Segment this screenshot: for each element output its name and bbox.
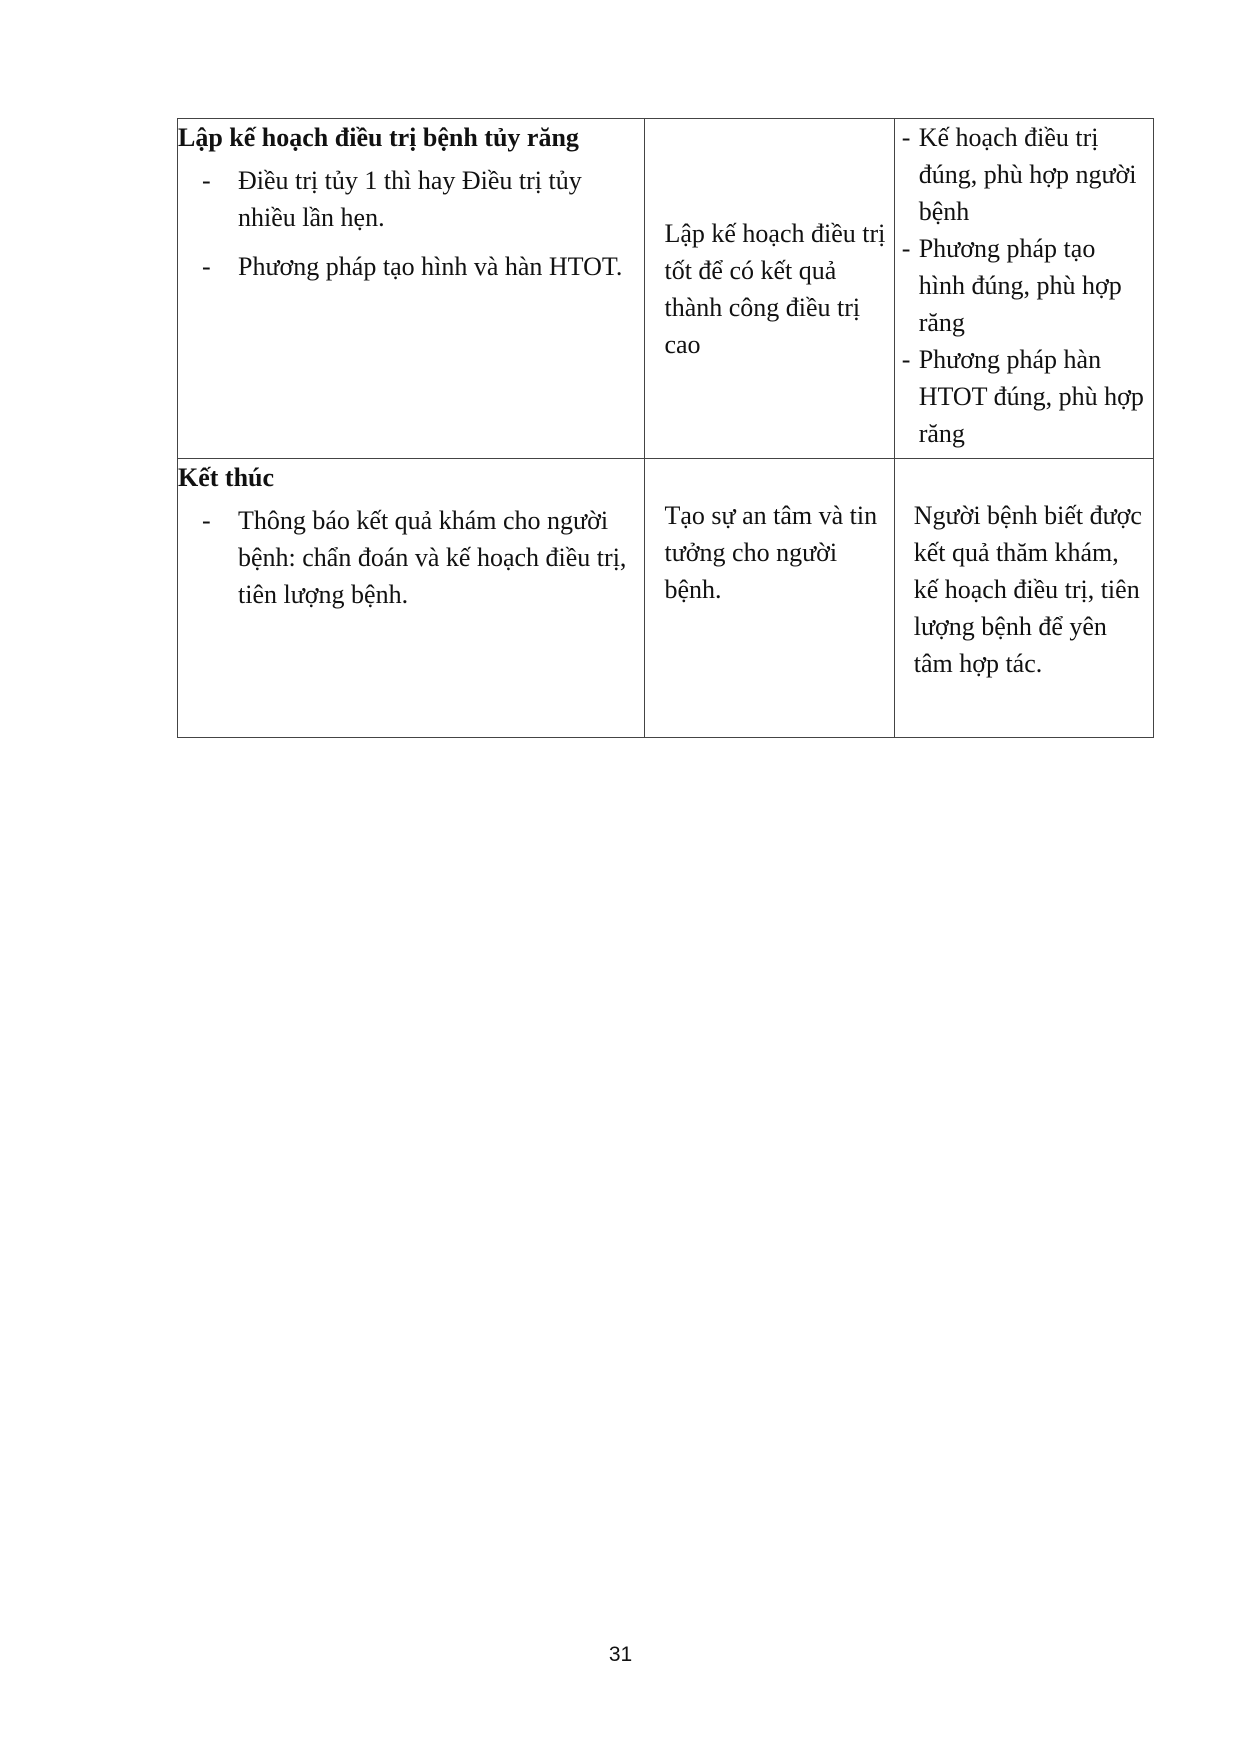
criteria-cell (894, 459, 1153, 738)
bullet-dash: - (202, 166, 211, 195)
list-item (178, 248, 644, 285)
step-items (178, 502, 644, 613)
criteria-cell (894, 119, 1153, 459)
list-item-text: Thông báo kết quả khám cho người bệnh: chẩn đoán và kế hoạch điều trị, tiên lượng bệnh. (238, 506, 627, 609)
bullet-dash: - (901, 234, 911, 263)
purpose-text: Lập kế hoạch điều trị tốt để có kết quả thành công điều trị cao (664, 218, 886, 359)
bullet-dash: - (901, 123, 911, 152)
step-title: Kết thúc (178, 463, 275, 492)
list-item (178, 162, 644, 236)
criteria-text: Người bệnh biết được kết quả thăm khám, kế hoạch điều trị, tiên lượng bệnh để yên tâm hợp tác. (913, 501, 1142, 678)
step-cell (178, 119, 645, 459)
list-item-text: Phương pháp tạo hình và hàn HTOT. (238, 252, 623, 281)
list-item-text: Điều trị tủy 1 thì hay Điều trị tủy nhiều lần hẹn. (238, 166, 582, 232)
step-title: Lập kế hoạch điều trị bệnh tủy răng (178, 123, 579, 152)
page-number: 31 (608, 1643, 633, 1666)
purpose-cell (645, 119, 894, 459)
list-item (902, 119, 1147, 230)
list-item-text: Phương pháp tạo hình đúng, phù hợp răng (918, 234, 1122, 337)
list-item-text: Kế hoạch điều trị đúng, phù hợp người bệnh (918, 123, 1137, 226)
criteria-items (902, 119, 1147, 452)
step-cell (178, 459, 645, 738)
list-item (178, 502, 644, 613)
procedure-table (177, 118, 1154, 738)
bullet-dash: - (901, 345, 911, 374)
bullet-dash: - (202, 252, 211, 281)
list-item (902, 341, 1147, 452)
list-item-text: Phương pháp hàn HTOT đúng, phù hợp răng (918, 345, 1144, 448)
table-row (178, 119, 1154, 459)
purpose-text: Tạo sự an tâm và tin tưởng cho người bệnh. (664, 501, 878, 604)
table-row (178, 459, 1154, 738)
bullet-dash: - (202, 506, 211, 535)
step-items (178, 162, 644, 285)
purpose-cell (645, 459, 894, 738)
list-item (902, 230, 1147, 341)
